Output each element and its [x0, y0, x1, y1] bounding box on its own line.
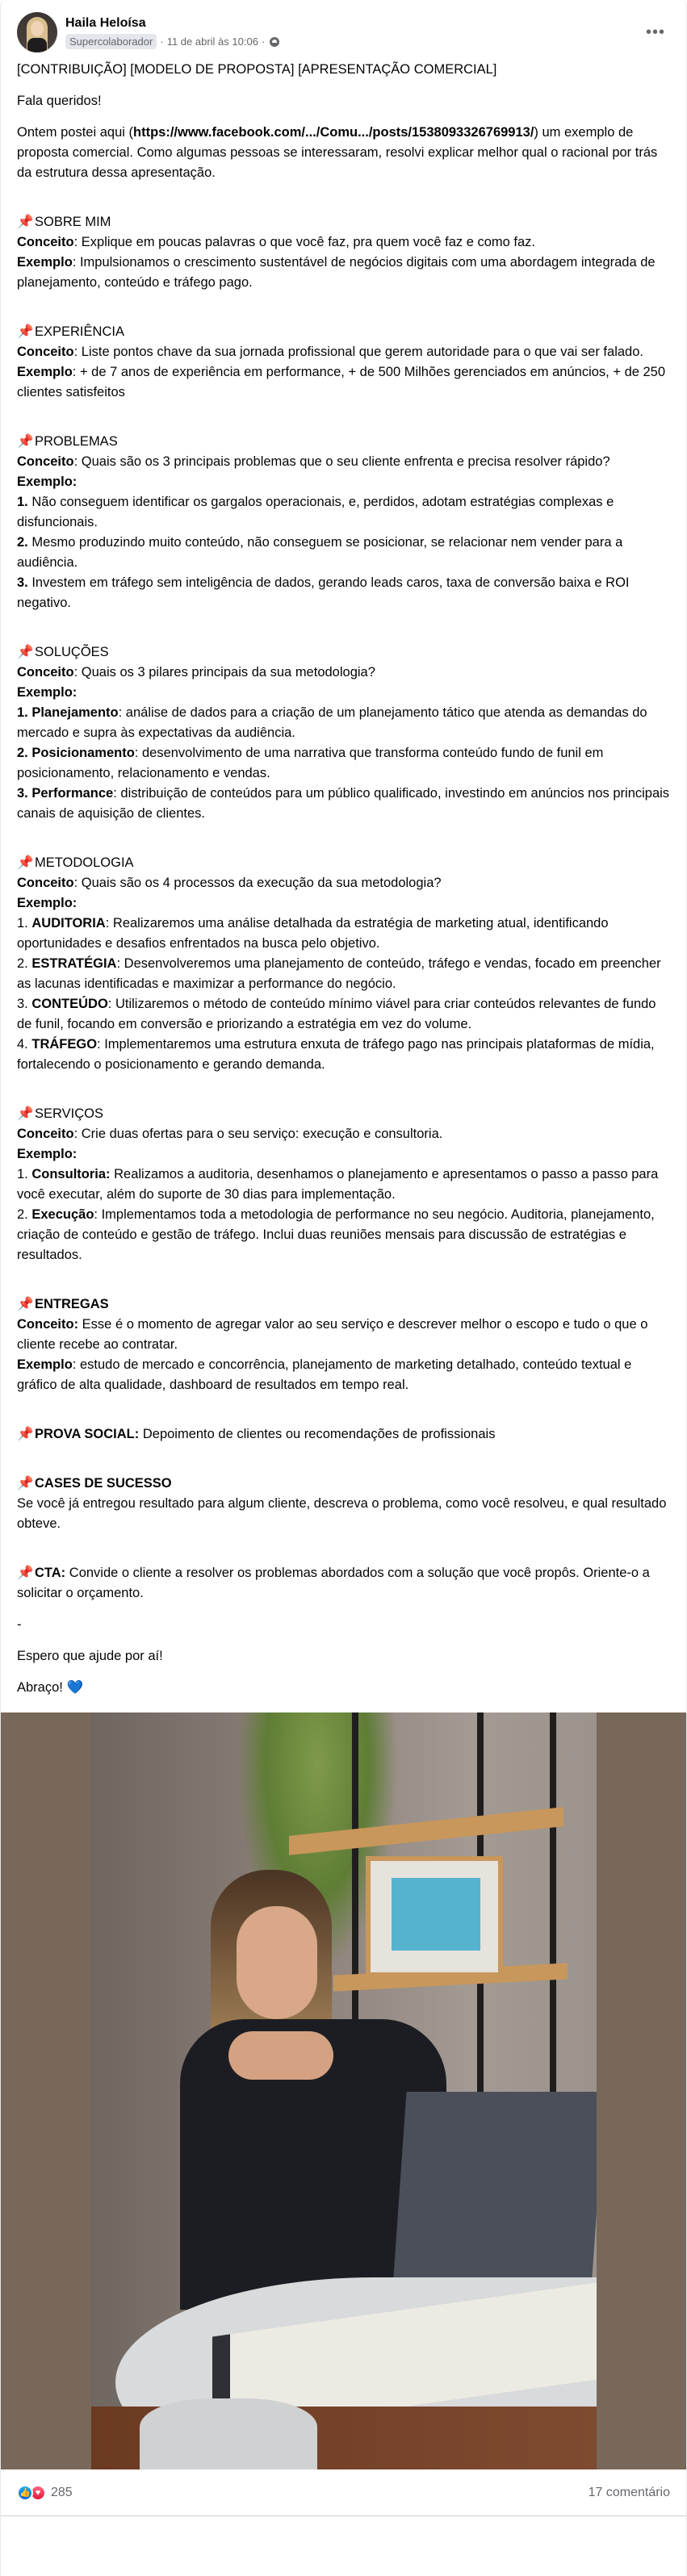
- concept-label: Conceito: [17, 665, 74, 680]
- group-audience-icon[interactable]: [270, 37, 279, 47]
- concept-line: [17, 452, 670, 472]
- item-number: 4.: [17, 1037, 32, 1052]
- avatar-face: [31, 21, 44, 36]
- heading-text: PROVA SOCIAL:: [35, 1427, 140, 1441]
- item-title: TRÁFEGO: [31, 1037, 98, 1052]
- post-meta: [65, 15, 279, 49]
- section-heading: [17, 1104, 670, 1124]
- closing-text: Espero que ajude por aí!: [17, 1649, 163, 1663]
- concept-text: : Quais os 3 pilares principais da sua metodologia?: [73, 665, 375, 680]
- item-text: : Implementaremos uma estrutura enxuta de tráfego pago nas principais plataformas de mídia, fortalecendo o posicionamento e gerando demanda.: [17, 1037, 655, 1072]
- section-heading: [17, 642, 670, 663]
- like-reaction-icon: 👍: [17, 2485, 33, 2501]
- example-label: Exemplo: [17, 255, 73, 270]
- section-servicos: [17, 1104, 670, 1265]
- item-title: CONTEÚDO: [31, 997, 108, 1011]
- concept-label: Conceito: [17, 876, 74, 890]
- concept-line: [17, 1315, 670, 1355]
- author-name[interactable]: Haila Heloísa: [65, 16, 146, 30]
- section-sobre-mim: [17, 212, 670, 293]
- section-prova-social: [17, 1424, 670, 1445]
- pushpin-icon: 📌: [17, 1297, 34, 1311]
- signoff: [17, 1678, 670, 1698]
- concept-line: [17, 873, 670, 893]
- example-text: : + de 7 anos de experiência em performance, + de 500 Milhões gerenciados em anúncios, + de 250 clientes satisfeitos: [17, 365, 666, 399]
- item-text: Investem em tráfego sem inteligência de dados, gerando leads caros, taxa de conversão baixa e ROI negativo.: [17, 575, 630, 610]
- list-item: [17, 1205, 670, 1265]
- item-number: 3.: [17, 575, 28, 590]
- concept-text: : Liste pontos chave da sua jornada profissional que gerem autoridade para o que vai ser falado.: [73, 345, 643, 359]
- item-text: Realizamos a auditoria, desenhamos o planejamento e apresentamos o passo a passo para você executar, além do suporte de 30 dias para implementação.: [17, 1167, 659, 1202]
- list-item: [17, 743, 670, 784]
- heading-text: PROBLEMAS: [35, 434, 118, 449]
- list-item: [17, 784, 670, 824]
- more-options-button[interactable]: [641, 18, 670, 47]
- section-experiencia: [17, 322, 670, 403]
- example-label: Exemplo: [17, 1357, 73, 1372]
- more-options-icon: •••: [645, 23, 665, 41]
- example-label: Exemplo:: [17, 1147, 77, 1161]
- section-heading: [17, 1474, 670, 1494]
- item-text: : desenvolvimento de uma narrativa que transforma conteúdo fundo de funil em posicionamento, relacionamento e vendas.: [17, 746, 604, 780]
- post-footer: [1, 2469, 686, 2516]
- item-text: : Realizaremos uma análise detalhada da estratégia de marketing atual, identificando oportunidades e desafios enfrentados na busca pelo objetivo.: [17, 916, 609, 951]
- heading-text: SOLUÇÕES: [35, 645, 109, 659]
- item-number: 1.: [17, 495, 28, 509]
- heading-text: CTA:: [35, 1566, 66, 1580]
- heading-text: EXPERIÊNCIA: [35, 324, 124, 339]
- item-title: 3. Performance: [17, 786, 114, 801]
- example-label: Exemplo:: [17, 475, 77, 489]
- section-heading: [17, 432, 670, 452]
- item-text: Mesmo produzindo muito conteúdo, não conseguem se posicionar, se relacionar nem vender para a audiência.: [17, 535, 623, 570]
- pushpin-icon: 📌: [17, 1106, 34, 1121]
- item-text: : análise de dados para a criação de um planejamento tático que atenda as demandas do mercado e supra às expectativas da audiência.: [17, 705, 647, 740]
- item-title: 2. Posicionamento: [17, 746, 135, 760]
- concept-label: Conceito: [17, 454, 74, 469]
- concept-line: [17, 663, 670, 683]
- post-header: [1, 0, 686, 53]
- member-badge[interactable]: Supercolaborador: [65, 34, 157, 49]
- photo-frame-art: [392, 1878, 480, 1951]
- example-text: : estudo de mercado e concorrência, planejamento de marketing detalhado, conteúdo textual e gráfico de alta qualidade, dashboard de resultados em tempo real.: [17, 1357, 632, 1392]
- list-item: [17, 1165, 670, 1205]
- section-text: Convide o cliente a resolver os problemas abordados com a solução que você propôs. Oriente-o a solicitar o orçamento.: [17, 1566, 650, 1600]
- previous-post-link[interactable]: https://www.facebook.com/.../Comu.../posts/1538093326769913/: [133, 125, 534, 140]
- example-text: : Impulsionamos o crescimento sustentável de negócios digitais com uma abordagem integrada de planejamento, conteúdo e tráfego pago.: [17, 255, 656, 290]
- concept-text: : Quais são os 4 processos da execução da sua metodologia?: [73, 876, 442, 890]
- concept-text: : Crie duas ofertas para o seu serviço: execução e consultoria.: [73, 1127, 443, 1141]
- avatar-body: [27, 38, 47, 52]
- item-number: 2.: [17, 956, 32, 971]
- post-subline: [65, 34, 279, 49]
- pushpin-icon: 📌: [17, 1476, 34, 1491]
- heading-text: ENTREGAS: [35, 1297, 109, 1311]
- list-item: [17, 914, 670, 954]
- blue-heart-icon: 💙: [66, 1680, 84, 1695]
- example-line: [17, 362, 670, 403]
- intro-paragraph: [17, 123, 670, 183]
- pushpin-icon: 📌: [17, 645, 34, 659]
- item-title: 1. Planejamento: [17, 705, 119, 720]
- pushpin-icon: 📌: [17, 434, 34, 449]
- pushpin-icon: 📌: [17, 215, 34, 229]
- section-heading: [17, 322, 670, 342]
- concept-text: : Quais são os 3 principais problemas que o seu cliente enfrenta e precisa resolver rápido?: [73, 454, 610, 469]
- post-title: [CONTRIBUIÇÃO] [MODELO DE PROPOSTA] [APRESENTAÇÃO COMERCIAL]: [17, 62, 497, 77]
- section-heading: [17, 853, 670, 873]
- concept-line: [17, 232, 670, 253]
- example-label: Exemplo:: [17, 685, 77, 700]
- item-text: Não conseguem identificar os gargalos operacionais, e, perdidos, adotam estratégias complexas e disfuncionais.: [17, 495, 614, 529]
- section-solucoes: [17, 642, 670, 824]
- section-metodologia: [17, 853, 670, 1075]
- item-text: : distribuição de conteúdos para um público qualificado, investindo em anúncios nos principais canais de aquisição de clientes.: [17, 786, 670, 821]
- photo-image: [91, 1712, 597, 2469]
- love-reaction-icon: ♥: [30, 2485, 46, 2501]
- pushpin-icon: 📌: [17, 1566, 34, 1580]
- section-problemas: [17, 432, 670, 613]
- item-text: : Utilizaremos o método de conteúdo mínimo viável para criar conteúdos relevantes de fundo de funil, focando em conversão e priorizando a estratégia em vez do volume.: [17, 997, 656, 1031]
- item-text: : Implementamos toda a metodologia de performance no seu negócio. Auditoria, planejamento, criação de conteúdo e gestão de tráfego. Inclui duas reuniões mensais para discussão de estratégias e resultados.: [17, 1207, 655, 1262]
- item-title: Execução: [31, 1207, 94, 1222]
- item-number: 1.: [17, 1167, 32, 1181]
- pushpin-icon: 📌: [17, 855, 34, 870]
- example-label: Exemplo:: [17, 896, 77, 910]
- reaction-count: 285: [51, 2485, 73, 2499]
- example-label: Exemplo: [17, 365, 73, 379]
- item-text: : Desenvolveremos uma planejamento de conteúdo, tráfego e vendas, focado em preencher as lacunas identificadas e maximizar a performance do negócio.: [17, 956, 661, 991]
- concept-text: Esse é o momento de agregar valor ao seu serviço e descrever melhor o escopo e tudo o que o cliente recebe ao contratar.: [17, 1317, 648, 1352]
- heading-text: SOBRE MIM: [35, 215, 111, 229]
- intro-after: ) um exemplo de proposta comercial. Como algumas pessoas se interessaram, resolvi explicar melhor qual o racional por trás da estrutura dessa apresentação.: [17, 125, 658, 180]
- separator: ·: [160, 36, 164, 48]
- section-text: Depoimento de clientes ou recomendações de profissionais: [139, 1427, 496, 1441]
- photo-chair: [140, 2398, 317, 2469]
- list-item: [17, 954, 670, 994]
- list-item: [17, 573, 670, 613]
- photo-hand: [228, 2031, 333, 2080]
- example-line: [17, 1355, 670, 1395]
- list-item: [17, 492, 670, 533]
- signoff-text: Abraço!: [17, 1680, 63, 1695]
- author-avatar[interactable]: [17, 12, 57, 52]
- item-title: Consultoria:: [31, 1167, 111, 1181]
- post-timestamp[interactable]: 11 de abril às 10:06: [166, 36, 258, 48]
- example-line: [17, 253, 670, 293]
- concept-label: Conceito:: [17, 1317, 79, 1332]
- concept-text: : Explique em poucas palavras o que você faz, pra quem você faz e como faz.: [73, 235, 535, 249]
- section-entregas: [17, 1294, 670, 1395]
- dash-divider: -: [17, 1617, 22, 1632]
- heading-text: METODOLOGIA: [35, 855, 134, 870]
- section-cta: [17, 1563, 670, 1604]
- section-cases: [17, 1474, 670, 1534]
- item-number: 2.: [17, 535, 28, 550]
- item-number: 1.: [17, 916, 32, 930]
- list-item: [17, 1035, 670, 1075]
- list-item: [17, 994, 670, 1035]
- section-heading: [17, 212, 670, 232]
- item-title: ESTRATÉGIA: [31, 956, 117, 971]
- post-photo[interactable]: [1, 1712, 686, 2469]
- list-item: [17, 703, 670, 743]
- pushpin-icon: 📌: [17, 324, 34, 339]
- concept-line: [17, 1124, 670, 1144]
- photo-face: [237, 1906, 317, 2019]
- item-number: 3.: [17, 997, 32, 1011]
- pushpin-icon: 📌: [17, 1427, 34, 1441]
- heading-text: SERVIÇOS: [35, 1106, 103, 1121]
- heading-text: CASES DE SUCESSO: [35, 1476, 172, 1491]
- concept-label: Conceito: [17, 1127, 74, 1141]
- greeting: Fala queridos!: [17, 94, 102, 108]
- concept-label: Conceito: [17, 345, 74, 359]
- item-number: 2.: [17, 1207, 32, 1222]
- section-text: Se você já entregou resultado para algum cliente, descreva o problema, como você resolveu, e qual resultado obteve.: [17, 1496, 667, 1531]
- list-item: [17, 533, 670, 573]
- section-heading: [17, 1294, 670, 1315]
- comments-count[interactable]: 17 comentário: [588, 2485, 670, 2499]
- intro-before: Ontem postei aqui (: [17, 125, 133, 140]
- item-title: AUDITORIA: [31, 916, 106, 930]
- concept-line: [17, 342, 670, 362]
- post-body: [1, 53, 686, 1698]
- concept-label: Conceito: [17, 235, 74, 249]
- reactions-summary[interactable]: [17, 2485, 73, 2501]
- separator: ·: [261, 36, 266, 48]
